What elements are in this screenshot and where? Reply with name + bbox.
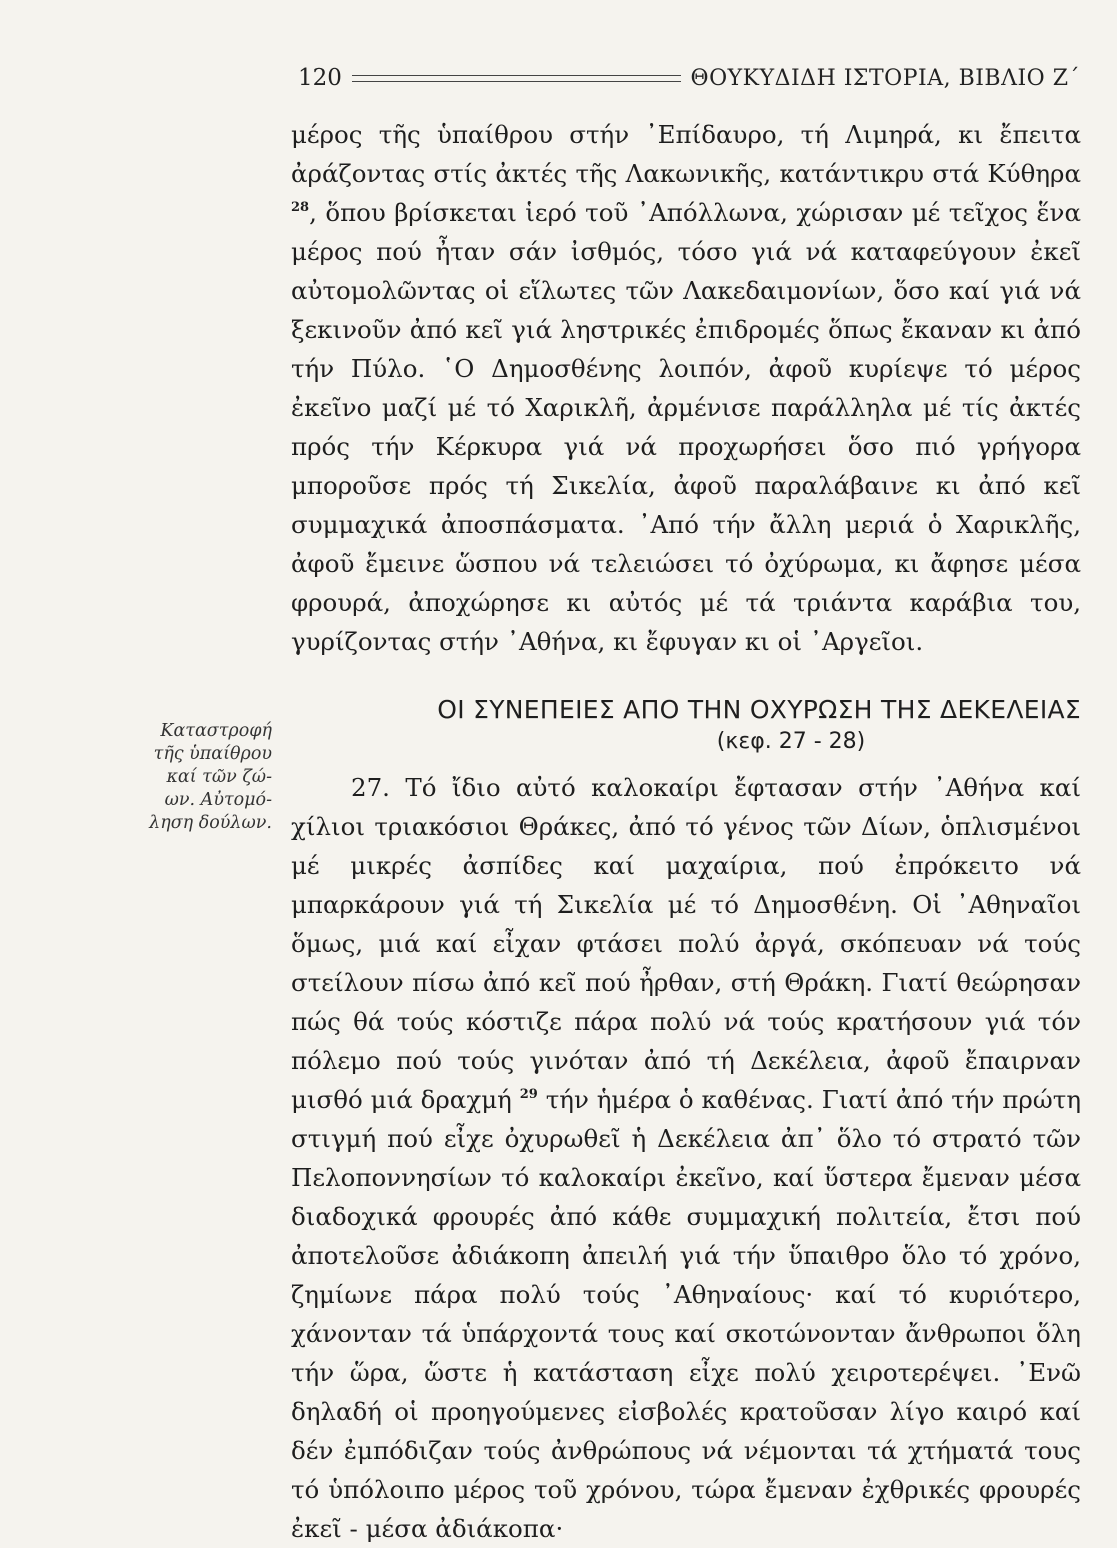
paragraph-text: μέρος τῆς ὑπαίθρου στήν ᾿Επίδαυρο, τή Λιμηρά, κι ἔπειτα ἀράζοντας στίς ἀκτές τῆς Λακωνικῆς, κατάντικρυ στά Κύθηρα (291, 120, 1081, 188)
running-title: ΘΟΥΚΥΔΙΔΗ ΙΣΤΟΡΙΑ, ΒΙΒΛΙΟ Ζ΄ (690, 65, 1080, 91)
paragraph-27 (291, 768, 1081, 1548)
paragraph-text: , ὅπου βρίσκεται ἱερό τοῦ ᾿Απόλλωνα, χώρισαν μέ τεῖχος ἕνα μέρος πού ἦταν σάν ἰσθμός, τόσο γιά νά καταφεύγουν ἐκεῖ αὐτομολῶντας οἱ εἵλωτες τῶν Λακεδαιμονίων, ὅσο καί γιά νά ξεκινοῦν ἀπό κεῖ γιά ληστρικές ἐπιδρομές ὅπως ἔκαναν κι ἀπό τήν Πύλο. ῾Ο Δημοσθένης λοιπόν, ἀφοῦ κυρίεψε τό μέρος ἐκεῖνο μαζί μέ τό Χαρικλῆ, ἀρμένισε παράλληλα μέ τίς ἀκτές πρός τήν Κέρκυρα γιά νά προχωρήσει ὅσο πιό γρήγορα μποροῦσε πρός τή Σικελία, ἀφοῦ παραλάβαινε κι ἀπό κεῖ συμμαχικά ἀποσπάσματα. ᾿Από τήν ἄλλη μεριά ὁ Χαρικλῆς, ἀφοῦ ἔμεινε ὥσπου νά τελειώσει τό ὀχύρωμα, κι ἄφησε μέσα φρουρά, ἀποχώρησε κι αὐτός μέ τά τριάντα καράβια του, γυρίζοντας στήν ᾿Αθήνα, κι ἔφυγαν κι οἱ ᾿Αργεῖοι. (291, 198, 1081, 656)
margin-note-line: καί τῶν ζώ- (166, 767, 272, 787)
margin-note-line: τῆς ὑπαίθρου (153, 744, 272, 764)
margin-note-line: ων. Αὐτομό- (164, 790, 272, 810)
footnote-ref-28: 28 (291, 200, 310, 215)
paragraph-text: 27. Τό ἴδιο αὐτό καλοκαίρι ἔφτασαν στήν ᾿Αθήνα καί χίλιοι τριακόσιοι Θράκες, ἀπό τό γένος τῶν Δίων, ὁπλισμένοι μέ μικρές ἀσπίδες καί μαχαίρια, πού ἐπρόκειτο νά μπαρκάρουν γιά τή Σικελία μέ τό Δημοσθένη. Οἱ ᾿Αθηναῖοι ὅμως, μιά καί εἶχαν φτάσει πολύ ἀργά, σκόπευαν νά τούς στείλουν πίσω ἀπό κεῖ πού ἦρθαν, στή Θράκη. Γιατί θεώρησαν πώς θά τούς κόστιζε πάρα πολύ νά τούς κρατήσουν γιά τόν πόλεμο πού τούς γινόταν ἀπό τή Δεκέλεια, ἀφοῦ ἔπαιρναν μισθό μιά δραχμή (291, 773, 1081, 1114)
section-subheading: (κεφ. 27 - 28) (716, 729, 866, 754)
margin-note-line: ληση δούλων. (149, 813, 272, 833)
margin-note-line: Καταστροφή (160, 721, 272, 741)
main-text (291, 115, 1081, 1548)
footnote-ref-29: 29 (519, 1087, 538, 1102)
section-heading: ΟΙ ΣΥΝΕΠΕΙΕΣ ΑΠΟ ΤΗΝ ΟΧΥΡΩΣΗ ΤΗΣ ΔΕΚΕΛΕΙΑΣ (437, 695, 1081, 724)
paragraph-continuation (291, 115, 1081, 661)
running-header (298, 60, 1080, 96)
header-double-rule (352, 75, 681, 82)
page-number: 120 (298, 65, 342, 91)
margin-note (112, 720, 272, 835)
paragraph-text: τήν ἡμέρα ὁ καθένας. Γιατί ἀπό τήν πρώτη στιγμή πού εἶχε ὀχυρωθεῖ ἡ Δεκέλεια ἀπ᾿ ὅλο τό στρατό τῶν Πελοποννησίων τό καλοκαίρι ἐκεῖνο, καί ὕστερα ἔμεναν μέσα διαδοχικά φρουρές ἀπό κάθε συμμαχική πολιτεία, ἔτσι πού ἀποτελοῦσε ἀδιάκοπη ἀπειλή γιά τήν ὕπαιθρο ὅλο τό χρόνο, ζημίωνε πάρα πολύ τούς ᾿Αθηναίους· καί τό κυριότερο, χάνονταν τά ὑπάρχοντά τους καί σκοτώνονταν ἄνθρωποι ὅλη τήν ὥρα, ὥστε ἡ κατάσταση εἶχε πολύ χειροτερέψει. ᾿Ενῶ δηλαδή οἱ προηγούμενες εἰσβολές κρατοῦσαν λίγο καιρό καί δέν ἐμπόδιζαν τούς ἀνθρώπους νά νέμονται τά χτήματά τους τό ὑπόλοιπο μέρος τοῦ χρόνου, τώρα ἔμεναν ἐχθρικές φρουρές ἐκεῖ - μέσα ἀδιάκοπα· (291, 1085, 1081, 1543)
